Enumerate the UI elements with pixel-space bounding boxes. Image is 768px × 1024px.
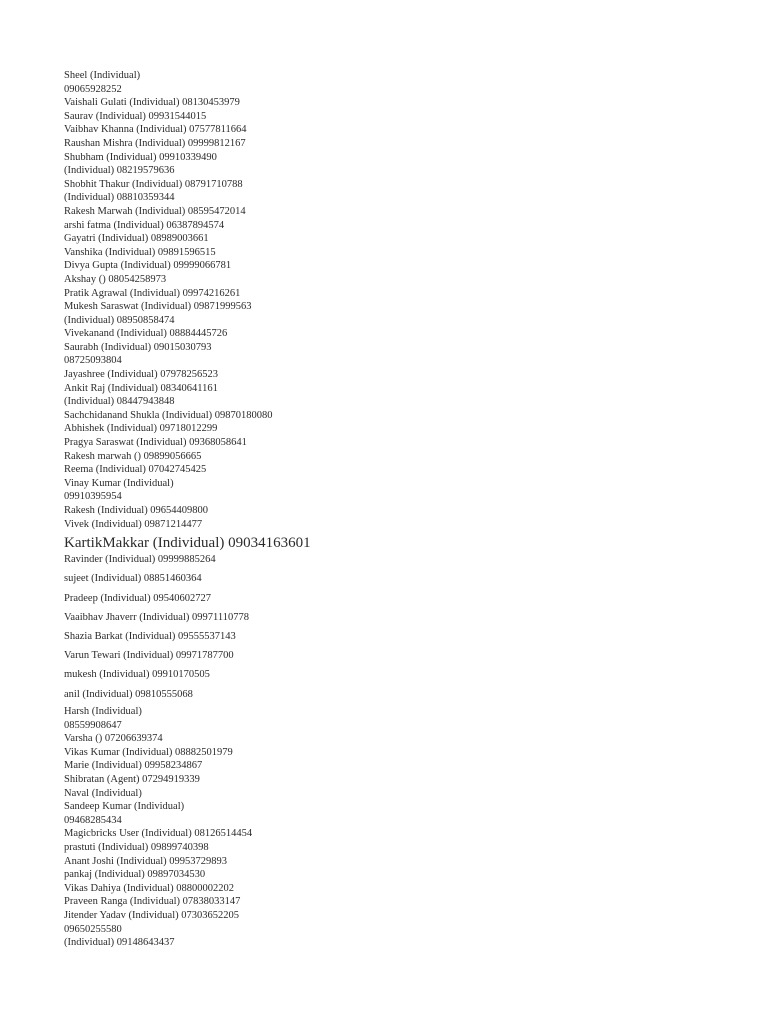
list-item: Saurabh (Individual) 09015030793: [64, 341, 212, 353]
list-item: Vikas Dahiya (Individual) 08800002202: [64, 882, 234, 894]
list-item: Mukesh Saraswat (Individual) 09871999563: [64, 301, 252, 313]
list-item: Pradeep (Individual) 09540602727: [64, 592, 211, 604]
list-item: Abhishek (Individual) 09718012299: [64, 423, 218, 435]
list-item: Shubham (Individual) 09910339490: [64, 151, 217, 163]
list-item: arshi fatma (Individual) 06387894574: [64, 219, 225, 231]
list-item: Magicbricks User (Individual) 08126514454: [64, 828, 253, 840]
contact-list-block-c: [64, 705, 744, 950]
list-item: Pratik Agrawal (Individual) 09974216261: [64, 287, 241, 299]
list-item: Shobhit Thakur (Individual) 08791710788: [64, 178, 243, 190]
contact-list-block-a: [64, 69, 744, 531]
list-item: Vivekanand (Individual) 08884445726: [64, 328, 228, 340]
list-item: Shazia Barkat (Individual) 09555537143: [64, 630, 236, 642]
list-item: Vaishali Gulati (Individual) 08130453979: [64, 97, 240, 109]
list-item: Vivek (Individual) 09871214477: [64, 518, 203, 530]
list-item: Vanshika (Individual) 09891596515: [64, 246, 216, 258]
list-item: Rakesh marwah () 09899056665: [64, 450, 202, 462]
list-item: Ravinder (Individual) 09999885264: [64, 554, 216, 566]
list-item: Marie (Individual) 09958234867: [64, 760, 203, 772]
list-item: Sandeep Kumar (Individual): [64, 801, 185, 813]
list-item: Naval (Individual): [64, 787, 142, 799]
list-item: Anant Joshi (Individual) 09953729893: [64, 855, 228, 867]
list-item: Varsha () 07206639374: [64, 733, 163, 745]
list-item: Vaaibhav Jhaverr (Individual) 09971110778: [64, 611, 249, 623]
list-item: Akshay () 08054258973: [64, 273, 167, 285]
list-item: 09065928252: [64, 83, 122, 95]
list-item: prastuti (Individual) 09899740398: [64, 842, 209, 854]
list-item: anil (Individual) 09810555068: [64, 688, 193, 700]
list-item: Sheel (Individual): [64, 70, 141, 81]
list-item: 09650255580: [64, 923, 122, 935]
list-item: (Individual) 08447943848: [64, 396, 175, 408]
list-item: 08725093804: [64, 355, 122, 367]
list-item: Divya Gupta (Individual) 09999066781: [64, 260, 232, 272]
list-item: Pragya Saraswat (Individual) 09368058641: [64, 437, 247, 449]
list-item: Rakesh (Individual) 09654409800: [64, 505, 209, 516]
list-item: sujeet (Individual) 08851460364: [64, 573, 202, 585]
list-item: Raushan Mishra (Individual) 09999812167: [64, 137, 246, 149]
list-item: Saurav (Individual) 09931544015: [64, 110, 207, 122]
list-item: Harsh (Individual): [64, 706, 142, 718]
list-item: 09468285434: [64, 814, 122, 826]
list-item: Vinay Kumar (Individual): [64, 477, 174, 489]
contact-list-block-b: [64, 553, 744, 701]
list-item: (Individual) 08219579636: [64, 165, 175, 177]
list-item: Shibratan (Agent) 07294919339: [64, 774, 200, 786]
list-item: (Individual) 08950858474: [64, 314, 175, 326]
list-item: Vaibhav Khanna (Individual) 07577811664: [64, 124, 247, 136]
list-item: Reema (Individual) 07042745425: [64, 464, 207, 476]
list-item: Varun Tewari (Individual) 09971787700: [64, 650, 234, 662]
list-item: Jitender Yadav (Individual) 07303652205: [64, 910, 239, 921]
list-item: mukesh (Individual) 09910170505: [64, 669, 210, 681]
list-item: Ankit Raj (Individual) 08340641161: [64, 382, 218, 394]
list-item: Gayatri (Individual) 08989003661: [64, 233, 209, 245]
list-item: (Individual) 09148643437: [64, 937, 175, 949]
list-item: Jayashree (Individual) 07978256523: [64, 369, 218, 381]
list-item: Rakesh Marwah (Individual) 08595472014: [64, 205, 246, 217]
featured-contact-heading: KartikMakkar (Individual) 09034163601: [64, 535, 311, 552]
list-item: pankaj (Individual) 09897034530: [64, 869, 206, 881]
list-item: 09910395954: [64, 491, 122, 503]
list-item: Sachchidanand Shukla (Individual) 09870180080: [64, 409, 273, 421]
contact-list-document: [64, 69, 744, 950]
list-item: (Individual) 08810359344: [64, 192, 175, 204]
list-item: Vikas Kumar (Individual) 08882501979: [64, 746, 233, 758]
list-item: 08559908647: [64, 719, 122, 731]
list-item: Praveen Ranga (Individual) 07838033147: [64, 896, 241, 908]
